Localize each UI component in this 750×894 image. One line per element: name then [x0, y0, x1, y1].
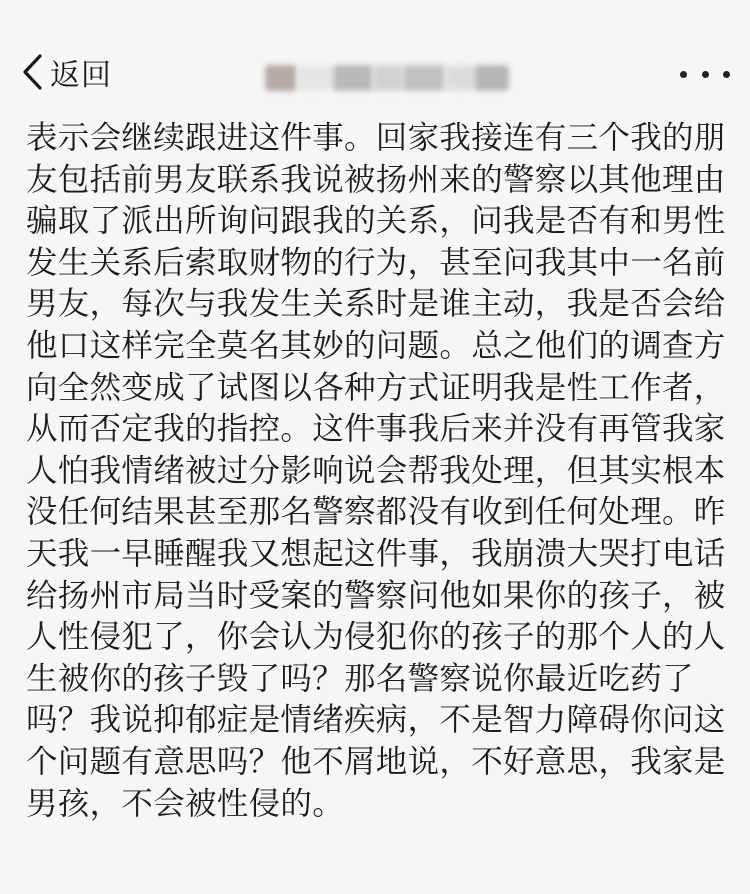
more-button[interactable]: [680, 62, 730, 86]
blurred-title-segment: [403, 65, 445, 91]
chevron-left-icon: [18, 52, 48, 92]
article-line: 男孩，不会被性侵的。: [26, 785, 345, 822]
article-line: 骗取了派出所询问跟我的关系，问我是否有和男性: [26, 203, 726, 240]
blurred-title-segment: [373, 65, 403, 91]
article-line: 人怕我情绪被过分影响说会帮我处理，但其实根本: [26, 452, 726, 489]
back-label: 返回: [50, 58, 112, 93]
blurred-title-segment: [475, 65, 509, 91]
back-button[interactable]: [18, 50, 112, 94]
article-line: 表示会继续跟进这件事。回家我接连有三个我的朋: [26, 120, 726, 156]
article-line: 向全然变成了试图以各种方式证明我是性工作者，: [26, 369, 726, 406]
article-line: 人性侵犯了，你会认为侵犯你的孩子的那个人的人: [26, 619, 726, 656]
more-horizontal-icon-dot: [702, 71, 709, 78]
blurred-title: [265, 60, 509, 96]
more-horizontal-icon-dot: [680, 71, 687, 78]
article-line: 吗？我说抑郁症是情绪疾病，不是智力障碍你问这: [26, 702, 726, 739]
article-line: 天我一早睡醒我又想起这件事，我崩溃大哭打电话: [26, 535, 726, 572]
blurred-title-segment: [265, 65, 297, 91]
more-horizontal-icon-dot: [723, 71, 730, 78]
article-line: 没任何结果甚至那名警察都没有收到任何处理。昨: [26, 494, 726, 531]
article-line: 个问题有意思吗？他不屑地说，不好意思，我家是: [26, 743, 726, 780]
blurred-title-segment: [445, 65, 475, 91]
article-body: [26, 118, 726, 825]
article-line: 男友，每次与我发生关系时是谁主动，我是否会给: [26, 286, 726, 323]
article-line: 生被你的孩子毁了吗？那名警察说你最近吃药了: [26, 660, 694, 697]
article-line: 从而否定我的指控。这件事我后来并没有再管我家: [26, 411, 726, 448]
article-line: 给扬州市局当时受案的警察问他如果你的孩子，被: [26, 577, 726, 614]
blurred-title-segment: [333, 65, 373, 91]
navigation-bar: [0, 0, 750, 110]
blurred-title-segment: [297, 65, 333, 91]
article-line: 发生关系后索取财物的行为，甚至问我其中一名前: [26, 244, 726, 281]
article-line: 友包括前男友联系我说被扬州来的警察以其他理由: [26, 161, 726, 198]
article-line: 他口这样完全莫名其妙的问题。总之他们的调查方: [26, 327, 726, 364]
